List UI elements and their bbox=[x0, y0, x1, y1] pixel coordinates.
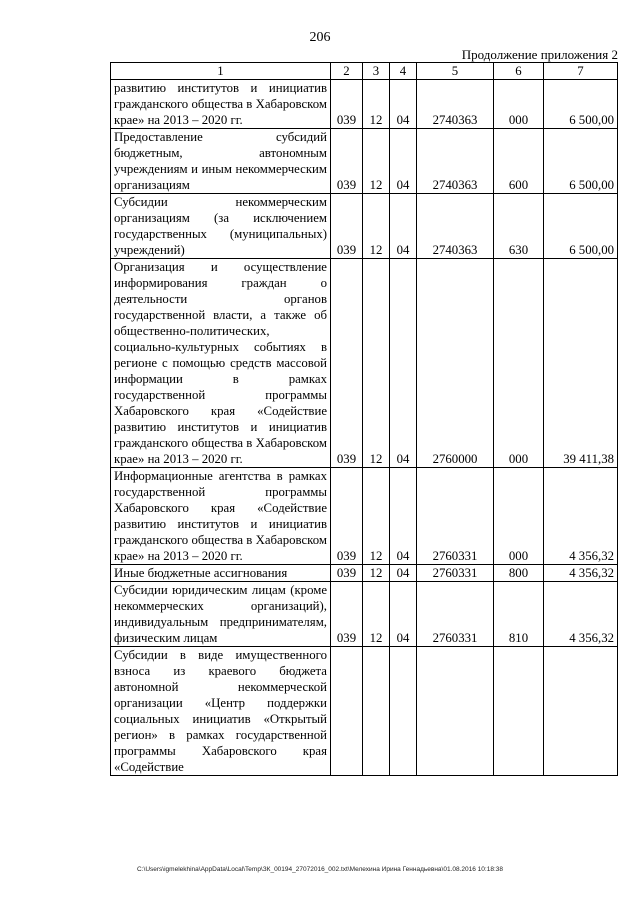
row-name: Иные бюджетные ассигнования bbox=[111, 565, 331, 582]
column-header-5: 5 bbox=[417, 63, 494, 80]
row-code-subsection: 04 bbox=[390, 80, 417, 129]
row-name: Субсидии некоммерческим организациям (за исключением государственных (муниципальных) учреждений) bbox=[111, 194, 331, 259]
row-code-ministry: 039 bbox=[331, 129, 363, 194]
row-code-target: 2760331 bbox=[417, 582, 494, 647]
row-code-target: 2740363 bbox=[417, 129, 494, 194]
row-code-ministry: 039 bbox=[331, 565, 363, 582]
row-name: Предоставление субсидий бюджетным, автономным учреждениям и иным некоммерческим организациям bbox=[111, 129, 331, 194]
row-code-expense-type: 600 bbox=[494, 129, 544, 194]
row-code-section: 12 bbox=[363, 565, 390, 582]
row-code-subsection bbox=[390, 647, 417, 776]
row-code-ministry: 039 bbox=[331, 468, 363, 565]
row-code-target: 2740363 bbox=[417, 194, 494, 259]
row-code-subsection: 04 bbox=[390, 129, 417, 194]
row-name: Информационные агентства в рамках государственной программы Хабаровского края «Содействие развитию институтов и инициатив гражданского общества в Хабаровском крае» на 2013 – 2020 гг. bbox=[111, 468, 331, 565]
table-row bbox=[111, 80, 618, 129]
row-code-target: 2760000 bbox=[417, 259, 494, 468]
row-code-section: 12 bbox=[363, 468, 390, 565]
row-code-subsection: 04 bbox=[390, 468, 417, 565]
row-code-expense-type: 800 bbox=[494, 565, 544, 582]
row-amount: 4 356,32 bbox=[544, 468, 618, 565]
column-header-6: 6 bbox=[494, 63, 544, 80]
table-row bbox=[111, 194, 618, 259]
row-code-expense-type: 000 bbox=[494, 468, 544, 565]
row-code-expense-type: 000 bbox=[494, 259, 544, 468]
row-name: Субсидии юридическим лицам (кроме некоммерческих организаций), индивидуальным предпринимателям, физическим лицам bbox=[111, 582, 331, 647]
column-header-4: 4 bbox=[390, 63, 417, 80]
row-code-ministry: 039 bbox=[331, 194, 363, 259]
row-code-target: 2760331 bbox=[417, 565, 494, 582]
budget-table bbox=[110, 62, 618, 776]
table-row bbox=[111, 582, 618, 647]
column-header-3: 3 bbox=[363, 63, 390, 80]
table-row bbox=[111, 468, 618, 565]
row-amount: 6 500,00 bbox=[544, 80, 618, 129]
column-header-2: 2 bbox=[331, 63, 363, 80]
row-code-section: 12 bbox=[363, 129, 390, 194]
row-code-target: 2760331 bbox=[417, 468, 494, 565]
table-row bbox=[111, 565, 618, 582]
row-amount bbox=[544, 647, 618, 776]
column-header-7: 7 bbox=[544, 63, 618, 80]
column-header-1: 1 bbox=[111, 63, 331, 80]
table-header-row bbox=[111, 63, 618, 80]
continuation-label: Продолжение приложения 2 bbox=[461, 47, 618, 62]
row-code-section: 12 bbox=[363, 582, 390, 647]
row-code-section: 12 bbox=[363, 194, 390, 259]
row-code-ministry: 039 bbox=[331, 80, 363, 129]
row-code-section: 12 bbox=[363, 80, 390, 129]
row-code-subsection: 04 bbox=[390, 565, 417, 582]
row-name: Субсидии в виде имущественного взноса из краевого бюджета автономной некоммерческой организации «Центр поддержки социальных инициатив «Открытый регион» в рамках государственной программы Хабаровского края «Содействие bbox=[111, 647, 331, 776]
row-code-section: 12 bbox=[363, 259, 390, 468]
row-code-expense-type: 810 bbox=[494, 582, 544, 647]
footer-file-path: C:\Users\igmelekhina\AppData\Local\Temp\ЗК_00194_27072016_002.txt\Мелехина Ирина Геннадьевна\01.08.2016 10:18:38 bbox=[137, 866, 503, 873]
row-amount: 6 500,00 bbox=[544, 194, 618, 259]
row-name: Организация и осуществление информирования граждан о деятельности органов государственной власти, а также об общественно-политических, социально-культурных событиях в регионе с помощью средств массовой информации в рамках государственной программы Хабаровского края «Содействие развитию институтов и инициатив гражданского общества в Хабаровском крае» на 2013 – 2020 гг. bbox=[111, 259, 331, 468]
page-number: 206 bbox=[309, 30, 331, 45]
row-code-subsection: 04 bbox=[390, 259, 417, 468]
row-code-ministry bbox=[331, 647, 363, 776]
row-code-expense-type: 000 bbox=[494, 80, 544, 129]
row-code-expense-type: 630 bbox=[494, 194, 544, 259]
row-code-expense-type bbox=[494, 647, 544, 776]
table-row bbox=[111, 129, 618, 194]
row-amount: 4 356,32 bbox=[544, 565, 618, 582]
table-row bbox=[111, 647, 618, 776]
row-code-subsection: 04 bbox=[390, 582, 417, 647]
row-code-ministry: 039 bbox=[331, 582, 363, 647]
row-code-target bbox=[417, 647, 494, 776]
row-amount: 6 500,00 bbox=[544, 129, 618, 194]
row-code-section bbox=[363, 647, 390, 776]
row-code-ministry: 039 bbox=[331, 259, 363, 468]
table-row bbox=[111, 259, 618, 468]
row-amount: 39 411,38 bbox=[544, 259, 618, 468]
row-name: развитию институтов и инициатив гражданского общества в Хабаровском крае» на 2013 – 2020 гг. bbox=[111, 80, 331, 129]
row-code-subsection: 04 bbox=[390, 194, 417, 259]
row-code-target: 2740363 bbox=[417, 80, 494, 129]
row-amount: 4 356,32 bbox=[544, 582, 618, 647]
